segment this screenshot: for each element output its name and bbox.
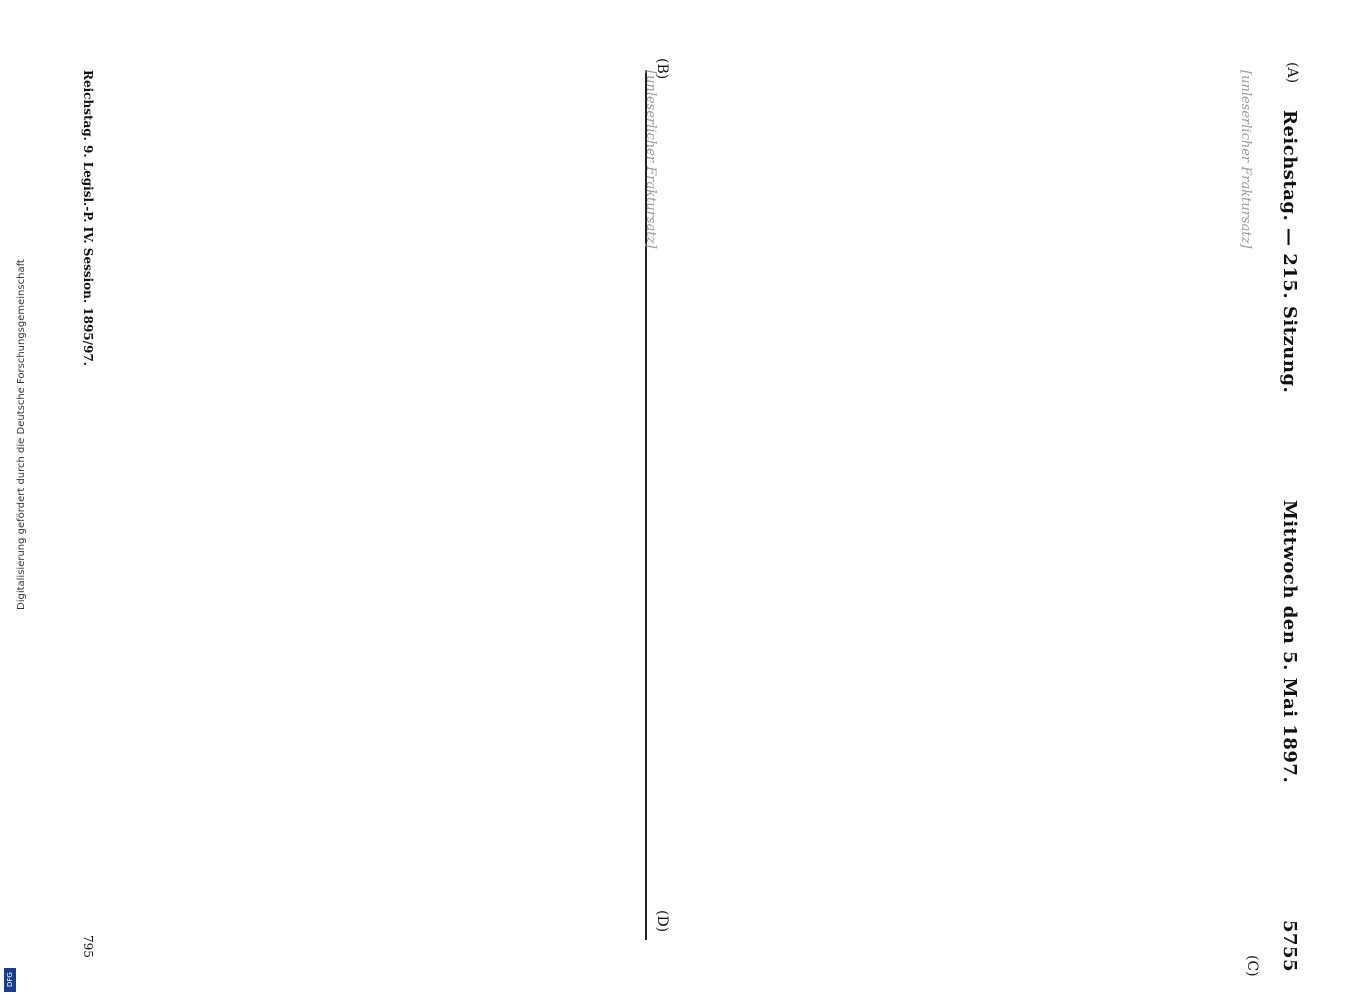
paragraph: [unleserlicher Fraktursatz] xyxy=(643,70,658,249)
text-column-left xyxy=(985,70,1255,950)
header-date: Mittwoch den 5. Mai 1897. xyxy=(1279,500,1300,784)
header-left-title: Reichstag. — 215. Sitzung. xyxy=(1279,110,1300,394)
margin-mark-a: (A) xyxy=(1284,62,1300,84)
paragraph: [unleserlicher Fraktursatz] xyxy=(1238,70,1253,249)
dfg-logo-icon: DFG xyxy=(4,968,16,992)
text-column-right xyxy=(130,70,660,950)
header-page-number: 5755 xyxy=(1279,920,1300,973)
digitization-credit: Digitalisierung gefördert durch die Deutsche Forschungsgemeinschaft xyxy=(16,259,27,610)
margin-mark-c: (C) xyxy=(1244,955,1260,977)
page-number: 795 xyxy=(81,935,95,958)
digitization-sidebar xyxy=(0,0,27,1000)
margin-mark-b: (B) xyxy=(654,58,670,80)
footer-publication-info: Reichstag. 9. Legisl.-P. IV. Session. 1895/97. xyxy=(81,70,95,366)
margin-mark-d: (D) xyxy=(654,910,670,933)
